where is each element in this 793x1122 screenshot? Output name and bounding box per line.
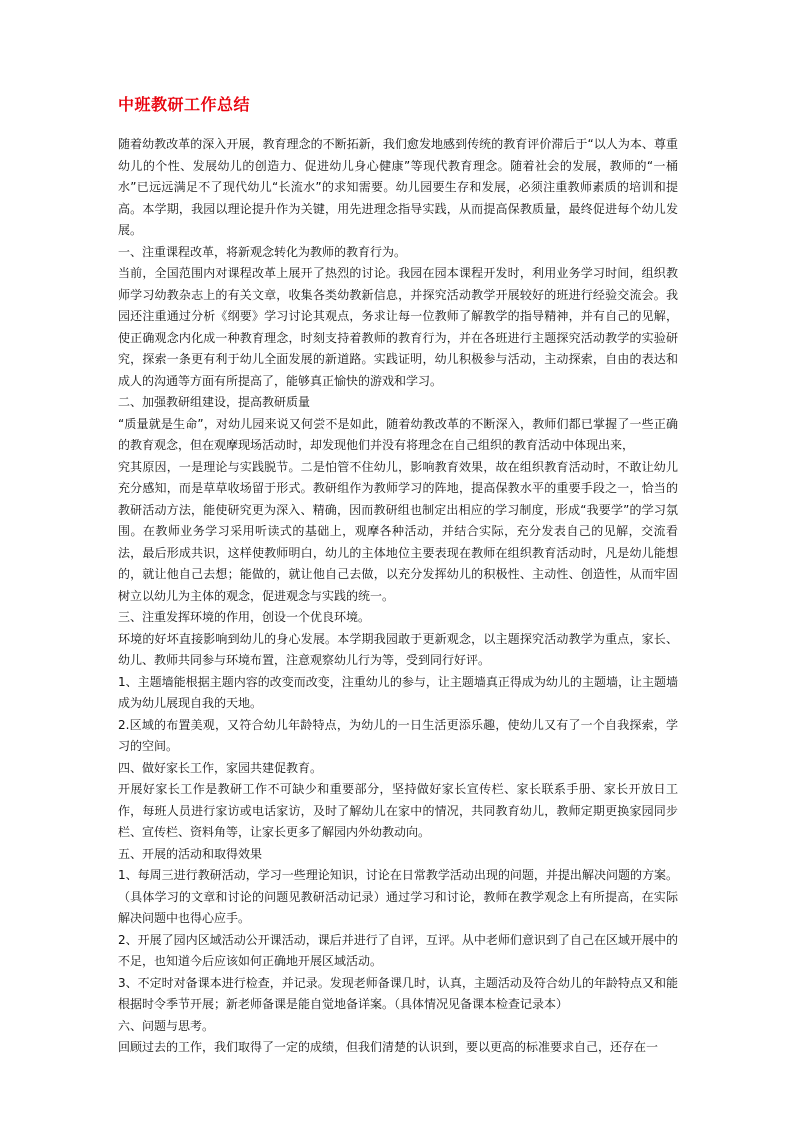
section-heading-1: 一、注重课程改革，将新观念转化为教师的教育行为。 <box>118 244 407 259</box>
document-body <box>118 134 678 1059</box>
list-item-area-layout: 2.区域的布置美观，又符合幼儿年龄特点，为幼儿的一日生活更添乐趣，使幼儿又有了一个自我探索，学习的空间。 <box>118 717 678 753</box>
section-heading-5: 五、开展的活动和取得效果 <box>118 846 263 861</box>
paragraph-reasons: 究其原因，一是理论与实践脱节。二是怕管不住幼儿，影响教育效果，故在组织教育活动时，不敢让幼儿充分感知，而是草草收场留于形式。教研组作为教师学习的阵地，提高保教水平的重要手段之一，恰当的教研活动方法，能使研究更为深入、精确，因而教研组也制定出相应的学习制度，形成“我要学”的学习氛围。在教师业务学习采用听读式的基础上，观摩各种活动，并结合实际，充分发表自己的见解，交流看法，最后形成共识，这样使教师明白，幼儿的主体地位主要表现在教师在组织教育活动时，凡是幼儿能想的，就让他自己去想；能做的，就让他自己去做，以充分发挥幼儿的积极性、主动性、创造性，从而牢固树立以幼儿为主体的观念，促进观念与实践的统一。 <box>118 459 678 603</box>
list-item-lesson-plan-check: 3、不定时对备课本进行检查，并记录。发现老师备课几时，认真，主题活动及符合幼儿的年龄特点又和能根据时令季节开展；新老师备课是能自觉地备详案。（具体情况见备课本检查记录本） <box>118 975 678 1011</box>
paragraph-curriculum: 当前，全国范围内对课程改革上展开了热烈的讨论。我园在园本课程开发时，利用业务学习时间，组织教师学习幼教杂志上的有关文章，收集各类幼教新信息，并探究活动教学开展较好的班进行经验交流会。我园还注重通过分析《纲要》学习讨论其观点，务求让每一位教师了解教学的指导精神，并有自己的见解，使正确观念内化成一种教育理念，时刻支持着教师的教育行为，并在各班进行主题探究活动教学的实验研究，探索一条更有利于幼儿全面发展的新道路。实践证明，幼儿积极参与活动，主动探索，自由的表达和成人的沟通等方面有所提高了，能够真正愉快的游戏和学习。 <box>118 266 678 388</box>
section-heading-2: 二、加强教研组建设，提高教研质量 <box>118 395 311 409</box>
paragraph-parents: 开展好家长工作是教研工作不可缺少和重要部分，坚持做好家长宣传栏、家长联系手册、家长开放日工作，每班人员进行家访或电话家访，及时了解幼儿在家中的情况，共同教育幼儿，教师定期更换家园同步栏、宣传栏、资料角等，让家长更多了解园内外幼教动向。 <box>118 782 678 839</box>
list-item-theme-wall: 1、主题墙能根据主题内容的改变而改变，注重幼儿的参与，让主题墙真正得成为幼儿的主题墙，让主题墙成为幼儿展现自我的天地。 <box>118 674 678 710</box>
page-title: 中班教研工作总结 <box>118 95 251 114</box>
list-item-open-class: 2、开展了园内区域活动公开课活动，课后并进行了自评，互评。从中老师们意识到了自己在区域开展中的不足，也知道今后应该如何正确地开展区域活动。 <box>118 932 678 968</box>
section-heading-3: 三、注重发挥环境的作用，创设一个优良环境。 <box>118 610 371 624</box>
paragraph-environment: 环境的好坏直接影响到幼儿的身心发展。本学期我园敢于更新观念，以主题探究活动教学为重点，家长、幼儿、教师共同参与环境布置，注意观察幼儿行为等，受到同行好评。 <box>118 631 678 667</box>
section-heading-4: 四、做好家长工作，家园共建促教育。 <box>118 760 323 775</box>
list-item-weekly-research: 1、每周三进行教研活动，学习一些理论知识，讨论在日常教学活动出现的问题，并提出解决问题的方案。（具体学习的文章和讨论的问题见教研活动记录）通过学习和讨论，教师在教学观念上有所提高，在实际解决问题中也得心应手。 <box>118 868 678 925</box>
document-page <box>118 94 678 1059</box>
paragraph-intro: 随着幼教改革的深入开展，教育理念的不断拓新，我们愈发地感到传统的教育评价滞后于“以人为本、尊重幼儿的个性、发展幼儿的创造力、促进幼儿身心健康”等现代教育理念。随着社会的发展，教师的“一桶水”已远远满足不了现代幼儿“长流水”的求知需要。幼儿园要生存和发展，必须注重教师素质的培训和提高。本学期，我园以理论提升作为关键，用先进理念指导实践，从而提高保教质量，最终促进每个幼儿发展。 <box>118 137 678 237</box>
section-heading-6: 六、问题与思考。 <box>118 1018 215 1033</box>
paragraph-quality: “质量就是生命”，对幼儿园来说又何尝不是如此，随着幼教改革的不断深入，教师们都已掌握了一些正确的教育观念，但在观摩现场活动时，却发现他们并没有将理念在自己组织的教育活动中体现出来， <box>118 416 678 452</box>
paragraph-review: 回顾过去的工作，我们取得了一定的成绩，但我们清楚的认识到，要以更高的标准要求自己，还存在一 <box>118 1040 659 1054</box>
